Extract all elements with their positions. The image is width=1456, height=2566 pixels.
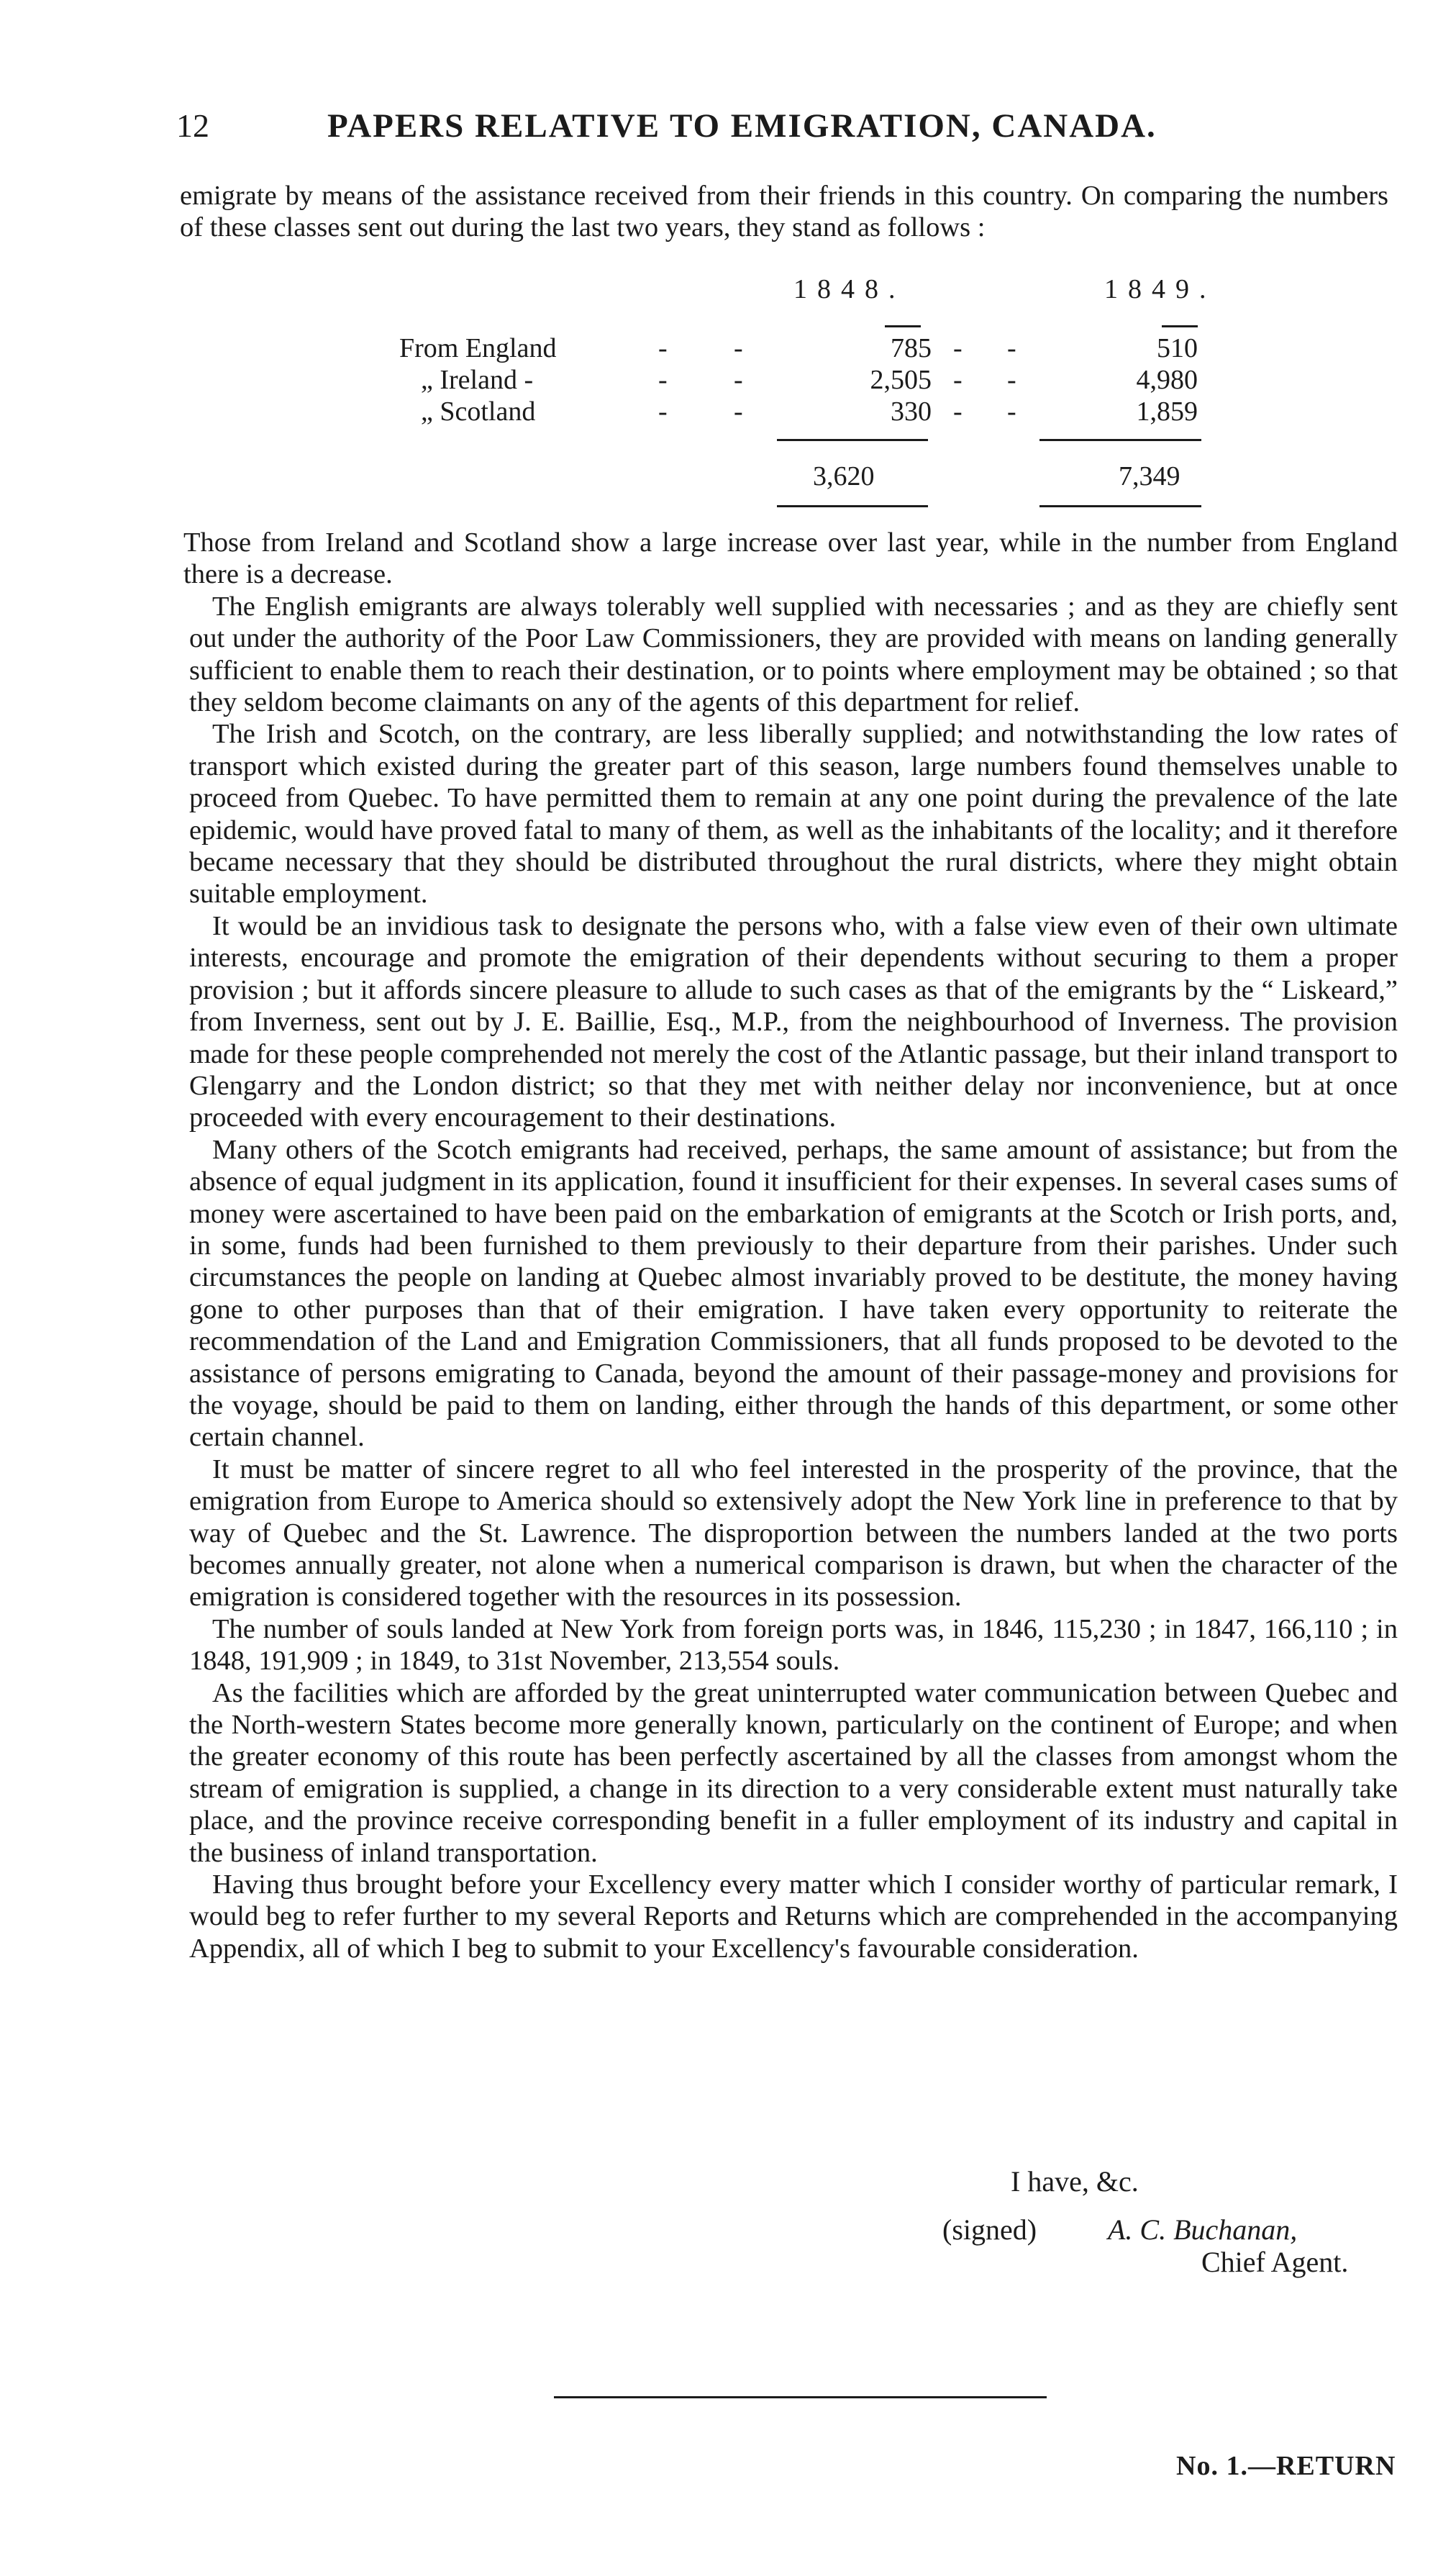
catchword-footer: No. 1.—RETURN [1176, 2451, 1396, 2481]
value-1848: 785 [891, 333, 932, 363]
value-1848: 2,505 [870, 365, 932, 395]
table-row: „ Scotland - - 330 - - 1,859 [421, 396, 1198, 427]
section-divider [554, 2396, 1047, 2398]
page-title: PAPERS RELATIVE TO EMIGRATION, CANADA. [327, 107, 1157, 145]
total-rule-1848 [777, 439, 928, 441]
paragraph: Those from Ireland and Scotland show a large increase over last year, while in the number from England there is a decrease. [183, 527, 1398, 590]
paragraph: The Irish and Scotch, on the contrary, are less liberally supplied; and notwithstanding the low rates of transport which existed during the greater part of this season, large numbers found themselves unable to proceed from Quebec. To have permitted them to remain at any one point during the prevalence of the late epidemic, would have proved fatal to many of them, as well as the inhabitants of the locality; and it therefore became necessary that they should be distributed throughout the rural districts, where they might obtain suitable employment. [189, 719, 1398, 910]
lead-paragraph: emigrate by means of the assistance received from their friends in this country. On comparing the numbers of these classes sent out during the last two years, they stand as follows : [180, 181, 1388, 242]
value-1849: 510 [1157, 333, 1198, 363]
page-header [176, 106, 1399, 150]
table-row: From England - - 785 - - 510 [399, 333, 1198, 363]
total-rule-1849 [1039, 439, 1201, 441]
total-underline-1849 [1039, 505, 1201, 507]
row-origin: From England [399, 333, 557, 363]
total-1849: 7,349 [1119, 461, 1180, 491]
closing-salutation: I have, &c. [1011, 2165, 1139, 2198]
signatory-role: Chief Agent. [1201, 2246, 1349, 2278]
signed-label: (signed) [942, 2213, 1037, 2246]
emigration-table [399, 273, 1216, 511]
paragraph: The number of souls landed at New York from foreign ports was, in 1846, 115,230 ; in 1847, 166,110 ; in 1848, 191,909 ; in 1849, to 31st November, 213,554 souls. [189, 1613, 1398, 1677]
value-1849: 4,980 [1136, 365, 1198, 395]
page-number: 12 [176, 107, 209, 144]
column-header-1849: 1849. [1104, 274, 1216, 304]
paragraph: Many others of the Scotch emigrants had received, perhaps, the same amount of assistance; but from the absence of equal judgment in its application, found it insufficient for their expenses. In several cases sums of money were ascertained to have been paid on the embarkation of emigrants at the Scotch or Irish ports, and, in some, funds had been furnished to them previously to their departure from their parishes. Under such circumstances the people on landing at Quebec almost invariably proved to be destitute, the money having gone to other purposes than that of their emigration. I have taken every opportunity to reiterate the recommendation of the Land and Emigration Commissioners, that all funds proposed to be devoted to the assistance of persons emigrating to Canada, beyond the amount of their passage-money and provisions for the voyage, should be paid to them on landing, either through the hands of this department, or some other certain channel. [189, 1134, 1398, 1453]
paragraph: Having thus brought before your Excellency every matter which I consider worthy of particular remark, I would beg to refer further to my several Reports and Returns which are comprehended in the accompanying Appendix, all of which I beg to submit to your Excellency's favourable consideration. [189, 1869, 1398, 1964]
paragraph: The English emigrants are always tolerably well supplied with necessaries ; and as they are chiefly sent out under the authority of the Poor Law Commissioners, they are provided with means on landing generally sufficient to enable them to reach their destination, or to points where employment may be obtained ; so that they seldom become claimants on any of the agents of this department for relief. [189, 591, 1398, 718]
total-1848: 3,620 [813, 461, 875, 491]
table-row: „ Ireland - - - 2,505 - - 4,980 [421, 365, 1198, 395]
header-rule-1848 [885, 325, 921, 327]
row-origin: „ Ireland - [421, 365, 534, 395]
value-1848: 330 [891, 396, 932, 427]
signatory-name: A. C. Buchanan, [1108, 2213, 1298, 2246]
total-underline-1848 [777, 505, 928, 507]
body-text [183, 527, 1398, 1964]
row-origin: „ Scotland [421, 396, 536, 427]
paragraph: As the facilities which are afforded by the great uninterrupted water communication between Quebec and the North-western States become more generally known, particularly on the continent of Europe; and when the greater economy of this route has been perfectly ascertained by all the classes from amongst whom the stream of emigration is supplied, a change in its direction to a very considerable extent must naturally take place, and the province receive corresponding benefit in a fuller employment of its industry and capital in the business of inland transportation. [189, 1677, 1398, 1868]
value-1849: 1,859 [1136, 396, 1198, 427]
header-rule-1849 [1162, 325, 1198, 327]
paragraph: It would be an invidious task to designate the persons who, with a false view even of their own ultimate interests, encourage and promote the emigration of their dependents without securing to them a proper provision ; but it affords sincere pleasure to allude to such cases as that of the emigrants by the “ Liskeard,” from Inverness, sent out by J. E. Baillie, Esq., M.P., from the neighbourhood of Inverness. The provision made for these people comprehended not merely the cost of the Atlantic passage, but their inland transport to Glengarry and the London district; so that they met with neither delay nor inconvenience, but at once proceeded with every encouragement to their destinations. [189, 910, 1398, 1133]
paragraph: It must be matter of sincere regret to all who feel interested in the prosperity of the province, that the emigration from Europe to America should so extensively adopt the New York line in preference to that by way of Quebec and the St. Lawrence. The disproportion between the numbers landed at the two ports becomes annually greater, not alone when a numerical comparison is drawn, but when the character of the emigration is considered together with the resources in its possession. [189, 1454, 1398, 1613]
column-header-1848: 1848. [793, 274, 906, 304]
